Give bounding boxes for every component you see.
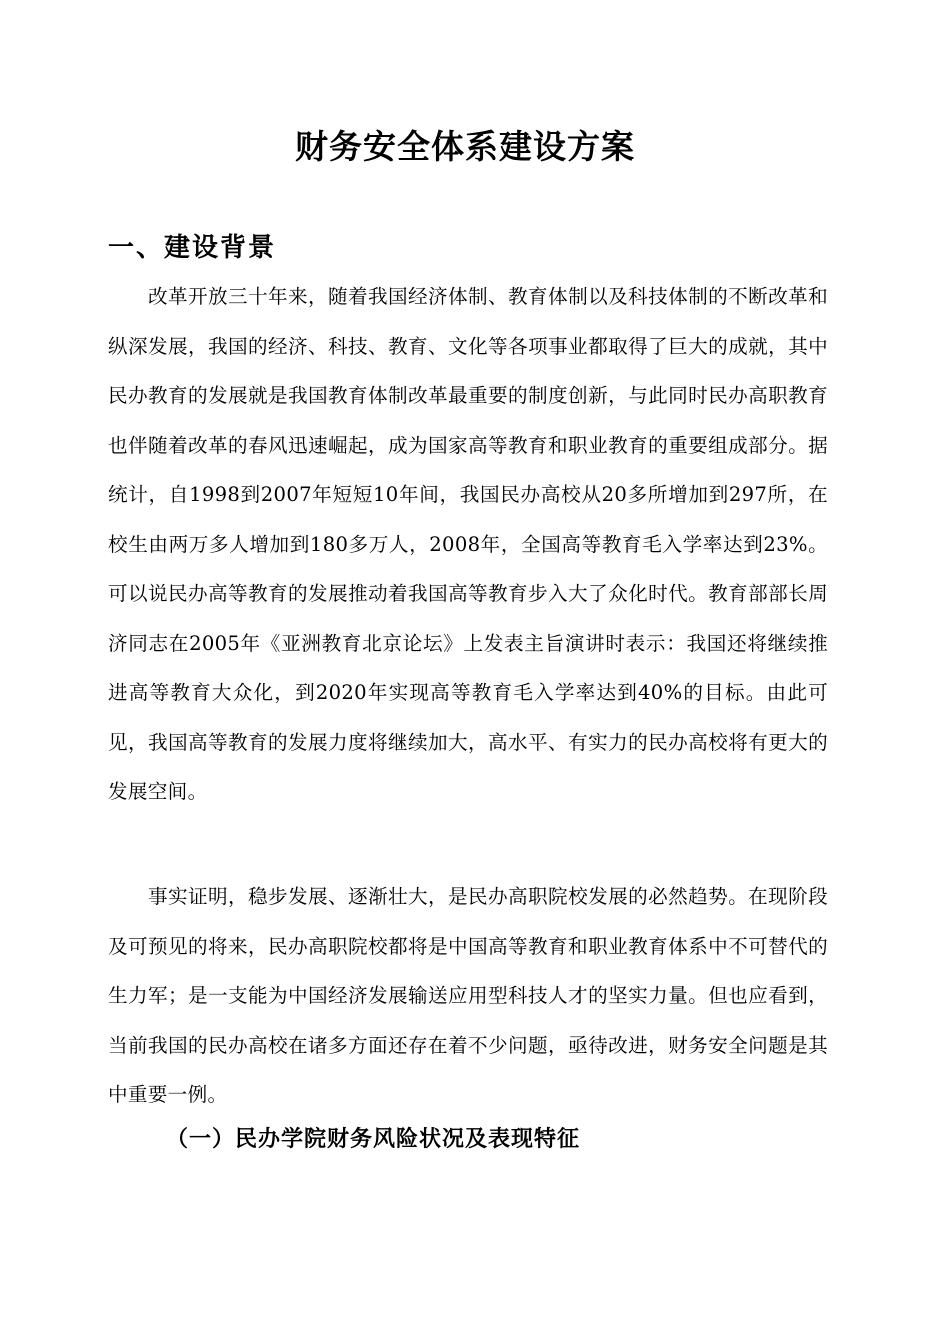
- section-heading-background: 一、建设背景: [108, 233, 277, 263]
- body-paragraph: 改革开放三十年来，随着我国经济体制、教育体制以及科技体制的不断改革和纵深发展，我国的经济、科技、教育、文化等各项事业都取得了巨大的成就，其中民办教育的发展就是我国教育体制改革最重要的制度创新，与此同时民办高职教育也伴随着改革的春风迅速崛起，成为国家高等教育和职业教育的重要组成部分。据统计，自1998到2007年短短10年间，我国民办高校从20多所增加到297所，在校生由两万多人增加到180多万人，2008年，全国高等教育毛入学率达到23%。可以说民办高等教育的发展推动着我国高等教育步入大了众化时代。教育部部长周济同志在2005年《亚洲教育北京论坛》上发表主旨演讲时表示：我国还将继续推进高等教育大众化，到2020年实现高等教育毛入学率达到40%的目标。由此可见，我国高等教育的发展力度将继续加大，高水平、有实力的民办高校将有更大的发展空间。: [108, 285, 828, 803]
- subsection-heading-financial-risk: （一）民办学院财务风险状况及表现特征: [166, 1127, 581, 1152]
- body-paragraph: 事实证明，稳步发展、逐渐壮大，是民办高职院校发展的必然趋势。在现阶段及可预见的将来，民办高职院校都将是中国高等教育和职业教育体系中不可替代的生力军；是一支能为中国经济发展输送应用型科技人才的坚实力量。但也应看到，当前我国的民办高校在诸多方面还存在着不少问题，亟待改进，财务安全问题是其中重要一例。: [108, 885, 828, 1106]
- document-title: 财务安全体系建设方案: [295, 127, 635, 166]
